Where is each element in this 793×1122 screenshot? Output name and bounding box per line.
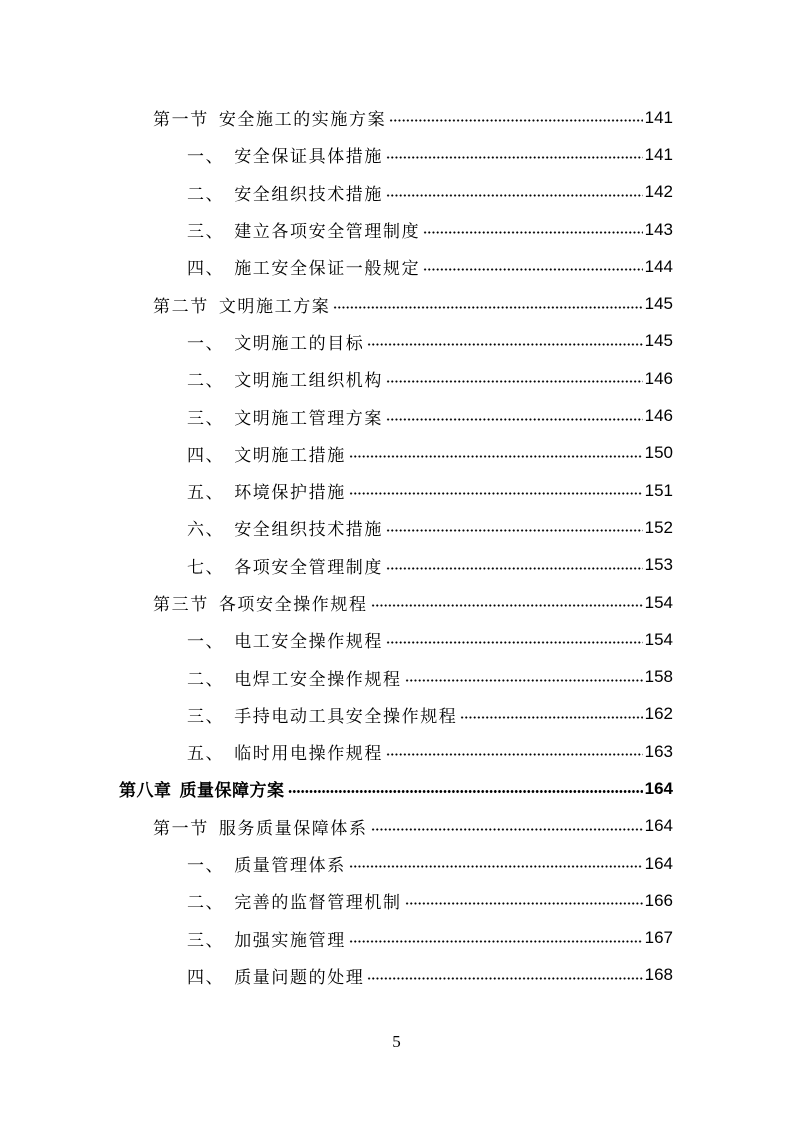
toc-entry-title: 完善的监督管理机制 <box>234 893 402 914</box>
toc-entry-title: 安全保证具体措施 <box>234 147 384 168</box>
toc-entry-label: 四、 <box>187 445 225 466</box>
toc-entry-label: 第三节 <box>153 595 209 615</box>
toc-entry[interactable] <box>0 248 793 285</box>
toc-entry-page: 154 <box>644 629 673 649</box>
toc-entry[interactable] <box>0 509 793 546</box>
toc-entry-label: 二、 <box>187 371 225 392</box>
toc-entry-label: 二、 <box>187 669 225 690</box>
dot-leader <box>367 343 642 346</box>
dot-leader <box>371 828 643 831</box>
dot-leader <box>386 194 643 197</box>
toc-entry-page: 162 <box>644 704 673 724</box>
toc-entry-page: 167 <box>644 928 673 948</box>
toc-entry-label: 三、 <box>187 706 225 727</box>
toc-entry-chapter[interactable] <box>0 770 793 807</box>
toc-entry-title: 服务质量保障体系 <box>218 818 368 839</box>
toc-entry-page: 151 <box>644 480 673 500</box>
toc-entry-page: 166 <box>644 890 673 910</box>
toc-entry-label: 四、 <box>187 259 225 280</box>
toc-entry-page: 146 <box>644 368 673 388</box>
toc-entry[interactable] <box>0 547 793 584</box>
toc-entry[interactable] <box>0 435 793 472</box>
toc-entry[interactable] <box>0 136 793 173</box>
toc-entry[interactable] <box>0 808 793 845</box>
toc-entry-page: 146 <box>644 406 673 426</box>
toc-entry-title: 质量问题的处理 <box>234 967 365 988</box>
toc-entry-label: 五、 <box>187 483 225 504</box>
page-number: 5 <box>392 1032 401 1051</box>
toc-entry-page: 163 <box>644 741 673 761</box>
toc-entry-label: 第一节 <box>153 110 209 131</box>
toc-entry[interactable] <box>0 733 793 770</box>
toc-entry-label: 二、 <box>187 184 225 205</box>
toc-entry-title: 各项安全管理制度 <box>234 557 384 578</box>
toc-entry[interactable] <box>0 621 793 658</box>
toc-entry[interactable] <box>0 957 793 994</box>
toc-entry-page: 141 <box>644 107 673 127</box>
toc-entry-title: 质量保障方案 <box>179 781 285 802</box>
toc-entry[interactable] <box>0 882 793 919</box>
dot-leader <box>460 716 642 719</box>
dot-leader <box>349 940 643 943</box>
toc-entry-label: 一、 <box>187 333 225 354</box>
dot-leader <box>386 529 643 532</box>
toc-entry-page: 168 <box>644 965 673 985</box>
toc-entry-label: 一、 <box>187 632 225 653</box>
toc-entry[interactable] <box>0 323 793 360</box>
dot-leader <box>386 156 643 159</box>
toc-entry-title: 文明施工管理方案 <box>234 408 384 429</box>
toc-entry-title: 文明施工的目标 <box>234 333 365 354</box>
dot-leader <box>371 604 643 607</box>
toc-entry-label: 五、 <box>187 744 225 765</box>
toc-entry-label: 第二节 <box>153 296 209 317</box>
toc-entry-label: 三、 <box>187 930 225 951</box>
toc-entry-label: 三、 <box>187 408 225 429</box>
dot-leader <box>386 418 643 421</box>
toc-entry[interactable] <box>0 211 793 248</box>
dot-leader <box>349 455 643 458</box>
toc-entry-page: 143 <box>644 219 673 239</box>
toc-entry-page: 144 <box>644 256 673 276</box>
toc-entry-title: 质量管理体系 <box>234 856 346 877</box>
toc-entry-label: 二、 <box>187 893 225 914</box>
toc-entry[interactable] <box>0 845 793 882</box>
toc-entry-page: 145 <box>644 294 673 314</box>
toc-entry-title: 各项安全操作规程 <box>218 595 368 615</box>
dot-leader <box>386 641 643 644</box>
toc-entry-title: 文明施工组织机构 <box>234 371 384 392</box>
dot-leader <box>349 492 643 495</box>
toc-entry-title: 临时用电操作规程 <box>234 744 384 765</box>
toc-entry-page: 152 <box>644 517 673 537</box>
toc-entry[interactable] <box>0 99 793 136</box>
dot-leader <box>333 306 642 309</box>
toc-entry-title: 环境保护措施 <box>234 483 346 504</box>
toc-entry-label: 一、 <box>187 147 225 168</box>
toc-entry-title: 加强实施管理 <box>234 930 346 951</box>
toc-entry[interactable] <box>0 658 793 695</box>
toc-entry-title: 文明施工方案 <box>218 296 331 317</box>
dot-leader <box>389 119 642 122</box>
toc-entry-title: 施工安全保证一般规定 <box>234 259 421 280</box>
toc-entry-title: 电焊工安全操作规程 <box>234 669 402 690</box>
toc-entry-page: 153 <box>644 555 673 575</box>
toc-entry-title: 安全组织技术措施 <box>234 184 384 205</box>
toc-entry-title: 安全施工的实施方案 <box>218 110 387 131</box>
dot-leader <box>405 902 643 905</box>
toc-entry[interactable] <box>0 285 793 322</box>
toc-entry-title: 电工安全操作规程 <box>234 632 384 653</box>
toc-entry[interactable] <box>0 920 793 957</box>
toc-entry-page: 164 <box>644 853 673 873</box>
dot-leader <box>405 679 643 682</box>
toc-entry-title: 手持电动工具安全操作规程 <box>234 706 458 727</box>
toc-entry-label: 七、 <box>187 557 225 578</box>
toc-entry[interactable] <box>0 472 793 509</box>
dot-leader <box>349 865 643 868</box>
toc-entry[interactable] <box>0 397 793 434</box>
toc-entry-label: 第一节 <box>153 818 209 839</box>
toc-entry[interactable] <box>0 584 793 621</box>
toc-entry-page: 164 <box>644 778 673 798</box>
toc-entry-label: 第八章 <box>119 781 172 802</box>
dot-leader <box>423 231 642 234</box>
toc-entry-page: 158 <box>644 667 673 687</box>
toc-entry-label: 四、 <box>187 967 225 988</box>
toc-entry[interactable] <box>0 174 793 211</box>
toc-entry-page: 141 <box>644 144 673 164</box>
toc-entry-label: 六、 <box>187 520 225 541</box>
dot-leader <box>386 380 643 383</box>
dot-leader <box>423 268 642 271</box>
toc-entry-page: 142 <box>644 182 673 202</box>
toc-entry-page: 150 <box>644 443 673 463</box>
toc-entry-title: 安全组织技术措施 <box>234 520 384 541</box>
toc-entry-title: 文明施工措施 <box>234 445 346 466</box>
dot-leader <box>386 753 643 756</box>
toc-entry-page: 164 <box>644 816 673 836</box>
toc-entry-label: 三、 <box>187 222 225 243</box>
dot-leader <box>288 790 643 793</box>
table-of-contents <box>0 99 793 994</box>
toc-entry-page: 145 <box>644 331 673 351</box>
toc-entry-label: 一、 <box>187 856 225 877</box>
toc-entry[interactable] <box>0 360 793 397</box>
toc-entry[interactable] <box>0 696 793 733</box>
toc-entry-title: 建立各项安全管理制度 <box>234 222 421 243</box>
dot-leader <box>367 977 642 980</box>
dot-leader <box>386 567 643 570</box>
toc-entry-page: 154 <box>644 592 673 612</box>
